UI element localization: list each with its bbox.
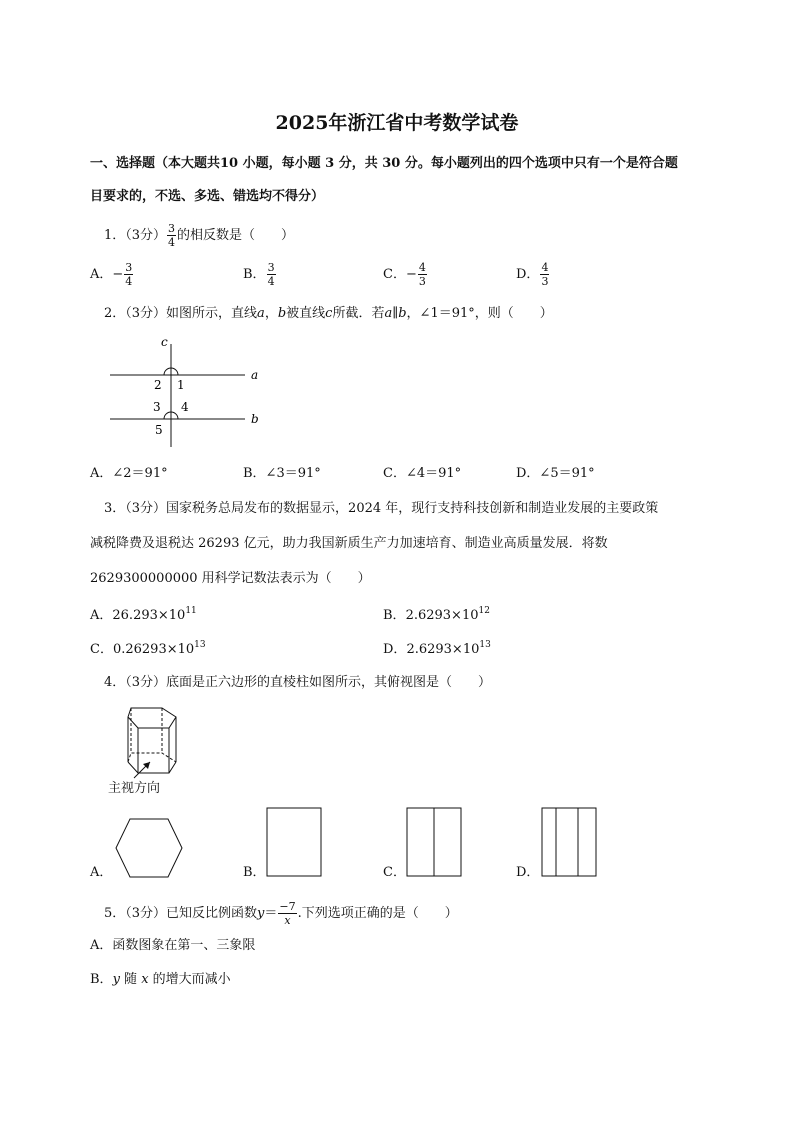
q4-option-c-label: C． xyxy=(383,865,406,880)
question-4-stem: 4．（3分）底面是正六边形的直棱柱如图所示，其俯视图是（ ） xyxy=(104,675,492,690)
frac-den: 4 xyxy=(267,275,275,288)
option-base: 2.6293×10 xyxy=(405,608,479,623)
q2-var-c: c xyxy=(325,306,333,321)
q1-frac-num: 3 xyxy=(168,222,176,235)
q5-fraction xyxy=(278,901,296,926)
frac-num: 3 xyxy=(125,261,133,274)
q2-option-c: C．∠4＝91° xyxy=(383,466,462,481)
label-angle-1: 1 xyxy=(177,378,185,392)
q5-equals: ＝ xyxy=(264,906,278,921)
frac-num: 4 xyxy=(418,261,426,274)
view-direction-label: 主视方向 xyxy=(108,781,161,796)
q1-option-d xyxy=(516,262,550,287)
q3-option-d xyxy=(383,641,491,656)
q5-stem-b: .下列选项正确的是（ ） xyxy=(297,906,458,921)
label-b: b xyxy=(251,412,259,426)
q2-stem-a: 2．（3分）如图所示，直线 xyxy=(104,306,258,321)
option-label: D． xyxy=(383,642,407,657)
question-1-stem xyxy=(104,223,294,248)
q2-stem-b: 被直线 xyxy=(286,306,326,321)
option-exponent: 13 xyxy=(194,640,206,650)
option-label: B． xyxy=(243,267,266,282)
question-2-stem xyxy=(104,307,553,320)
q2-stem-d: ，∠1＝91°，则（ ） xyxy=(406,306,553,321)
q5-frac-num: −7 xyxy=(279,900,296,913)
q2-option-b: B．∠3＝91° xyxy=(243,466,321,481)
q5-option-b xyxy=(90,973,231,986)
section-header-line2: 目要求的，不选、多选、错选均不得分） xyxy=(90,189,325,204)
option-sign: − xyxy=(112,267,124,282)
q4-option-a-label: A． xyxy=(90,865,113,880)
q1-frac-den: 4 xyxy=(168,236,176,249)
q5-frac-den: x xyxy=(284,914,291,927)
option-exponent: 13 xyxy=(479,640,491,650)
frac-num: 3 xyxy=(267,261,275,274)
option-label: A． xyxy=(90,608,113,623)
label-a: a xyxy=(251,368,259,382)
q3-option-a xyxy=(90,607,197,622)
question-3-line2: 减税降费及退税达 26293 亿元，助力我国新质生产力加速培育、制造业高质量发展．将数 xyxy=(90,536,608,551)
q4-option-c-rectangle-one-line xyxy=(406,806,464,878)
frac-den: 3 xyxy=(418,275,426,288)
question-3-line3: 2629300000000 用科学记数法表示为（ ） xyxy=(90,571,371,586)
option-label: B． xyxy=(383,608,406,623)
label-angle-3: 3 xyxy=(153,400,161,414)
question-5-stem xyxy=(104,901,458,926)
q1-suffix: 的相反数是（ ） xyxy=(177,228,295,243)
q1-prefix: 1．（3分） xyxy=(104,228,167,243)
q1-option-c xyxy=(383,262,428,287)
q5-optb-mid: 随 xyxy=(119,972,142,987)
option-label: D． xyxy=(516,267,540,282)
page-title: 2025年浙江省中考数学试卷 xyxy=(275,112,519,134)
label-angle-4: 4 xyxy=(181,400,189,414)
q5-option-a: A．函数图象在第一、三象限 xyxy=(90,938,256,953)
option-fraction xyxy=(267,262,276,287)
option-label: B． xyxy=(90,972,113,987)
option-exponent: 11 xyxy=(185,606,197,616)
parallel-lines-figure xyxy=(100,332,270,450)
option-label: C． xyxy=(90,642,113,657)
q4-option-b-label: B． xyxy=(243,865,266,880)
q1-option-a xyxy=(90,262,134,287)
frac-den: 4 xyxy=(125,275,133,288)
label-c: c xyxy=(161,335,168,349)
q2-comma: ， xyxy=(264,306,278,321)
q1-fraction xyxy=(167,223,176,248)
q5-stem-a: 5．（3分）已知反比例函数 xyxy=(104,906,258,921)
option-fraction xyxy=(540,262,549,287)
section-header-line1: 一、选择题（本大题共10 小题，每小题 3 分，共 30 分。每小题列出的四个选项中只有一个是符合题 xyxy=(90,156,678,171)
q2-parallel: a∥b xyxy=(384,306,407,321)
q2-var-b: b xyxy=(277,306,287,321)
q5-optb-y: y xyxy=(112,972,120,987)
q2-option-d: D．∠5＝91° xyxy=(516,466,595,481)
prism-top-face xyxy=(128,708,176,728)
option-base: 0.26293×10 xyxy=(112,642,195,657)
q5-optb-rest: 的增大而减小 xyxy=(148,972,231,987)
q5-func-y: y xyxy=(257,906,265,921)
q2-stem-c: 所截．若 xyxy=(332,306,385,321)
option-base: 2.6293×10 xyxy=(406,642,480,657)
option-label: C． xyxy=(383,267,406,282)
option-fraction xyxy=(124,262,133,287)
q3-option-c xyxy=(90,641,206,656)
option-fraction xyxy=(418,262,427,287)
q4-option-d-rectangle-two-lines xyxy=(541,806,599,878)
q3-option-b xyxy=(383,607,490,622)
q4-option-d-label: D． xyxy=(516,865,540,880)
option-label: A． xyxy=(90,267,113,282)
q4-option-a-hexagon xyxy=(112,816,186,880)
q2-option-a: A．∠2＝91° xyxy=(90,466,168,481)
q4-option-b-rectangle xyxy=(266,806,324,878)
q1-option-b xyxy=(243,262,277,287)
q2-var-a: a xyxy=(257,306,265,321)
label-angle-5: 5 xyxy=(155,423,163,437)
option-base: 26.293×10 xyxy=(112,608,186,623)
option-exponent: 12 xyxy=(478,606,490,616)
frac-num: 4 xyxy=(541,261,549,274)
q5-optb-x: x xyxy=(141,972,149,987)
frac-den: 3 xyxy=(541,275,549,288)
question-3-line1: 3．（3分）国家税务总局发布的数据显示，2024 年，现行支持科技创新和制造业发展的主要政策 xyxy=(104,501,659,516)
option-sign: − xyxy=(405,267,417,282)
label-angle-2: 2 xyxy=(154,378,162,392)
